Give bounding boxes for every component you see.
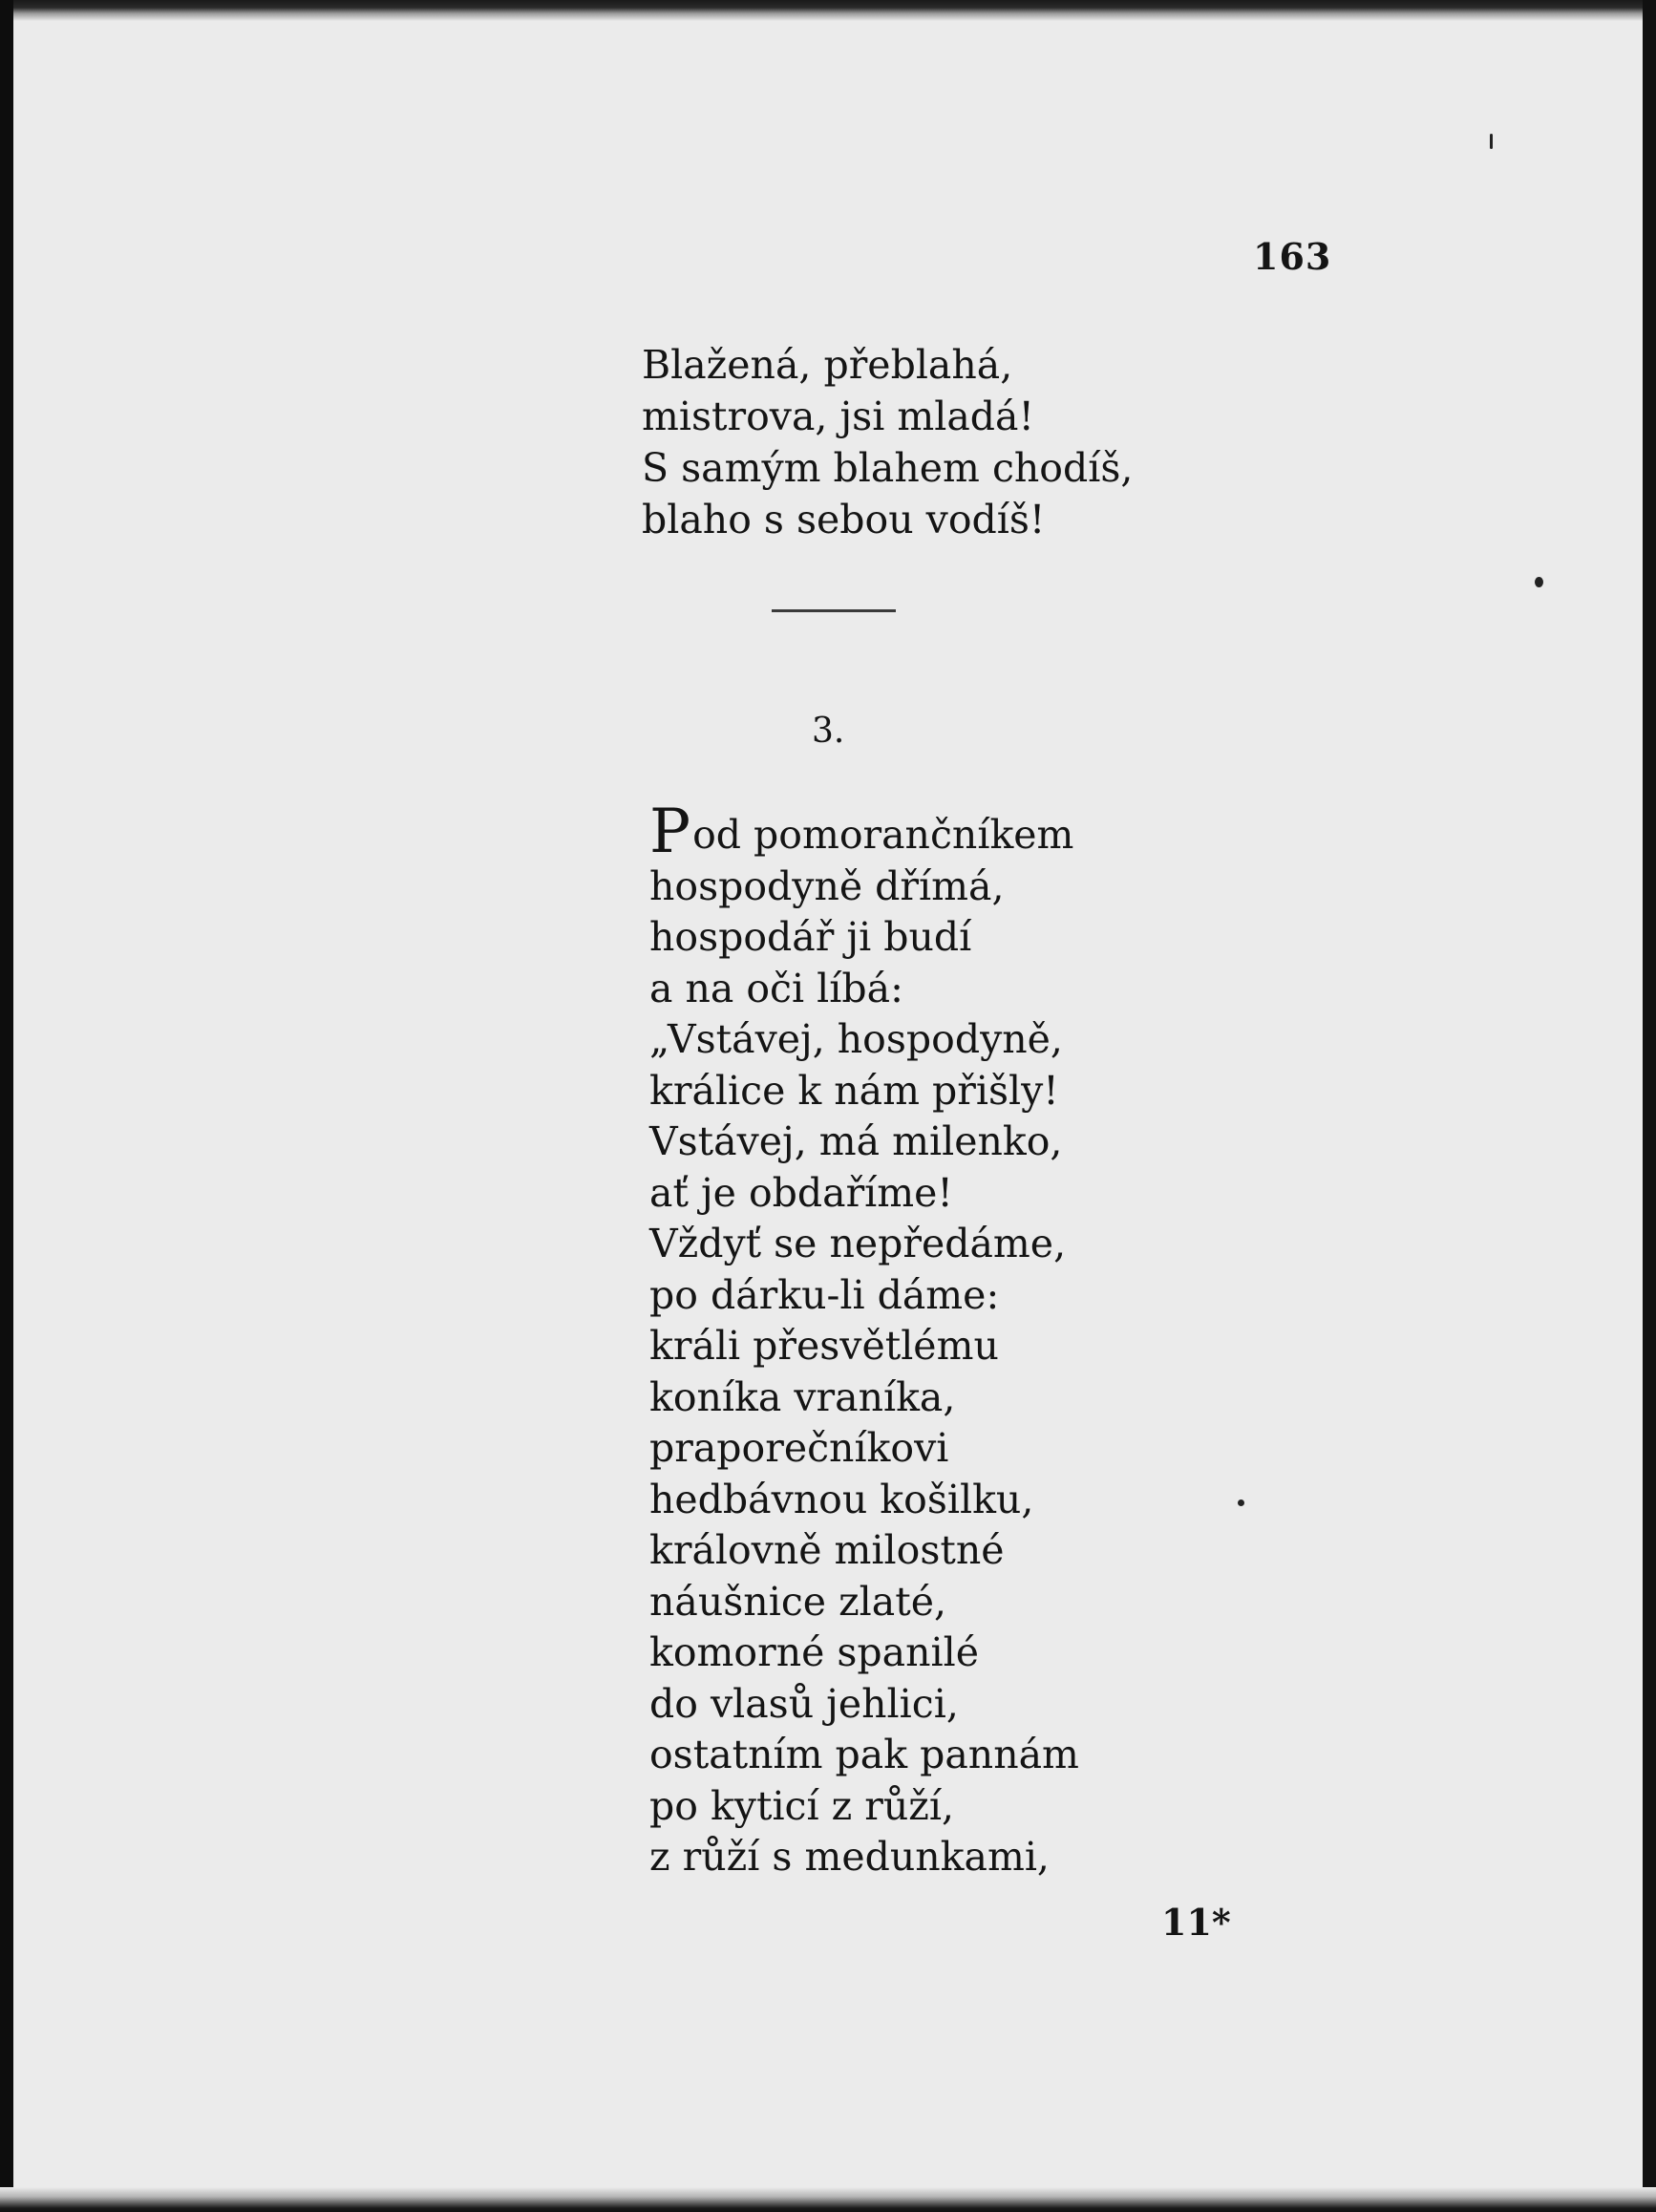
verse-line: ať je obdaříme! bbox=[649, 1169, 953, 1216]
verse-line: královně milostné bbox=[649, 1527, 1005, 1573]
verse-line: do vlasů jehlici, bbox=[649, 1680, 959, 1727]
verse-line: „Vstávej, hospodyně, bbox=[649, 1016, 1063, 1062]
stanza-1 bbox=[642, 339, 1133, 545]
verse-line: králi přesvětlému bbox=[649, 1323, 999, 1369]
verse-line: komorné spanilé bbox=[649, 1629, 980, 1675]
verse-line: S samým blahem chodíš, bbox=[642, 445, 1134, 491]
verse-line: hospodář ji budí bbox=[649, 914, 972, 960]
verse-line: a na oči líbá: bbox=[649, 965, 903, 1011]
scan-edge-top bbox=[0, 0, 1656, 21]
verse-line: po kyticí z růží, bbox=[649, 1782, 955, 1829]
verse-line: hedbávnou košilku, bbox=[649, 1476, 1034, 1522]
verse-line: ostatním pak pannám bbox=[649, 1732, 1079, 1777]
verse-line-first bbox=[649, 797, 1079, 867]
verse-line: Blažená, přeblahá, bbox=[642, 342, 1013, 388]
verse-line: Vstávej, má milenko, bbox=[649, 1118, 1063, 1164]
page-number: 163 bbox=[1253, 235, 1332, 278]
dropcap: P bbox=[649, 797, 691, 867]
scan-speck bbox=[1238, 1499, 1244, 1506]
verse-line: po dárku-li dáme: bbox=[649, 1271, 1000, 1318]
verse-line: praporečníkovi bbox=[649, 1425, 949, 1471]
scan-speck bbox=[1535, 577, 1543, 587]
verse-line: blaho s sebou vodíš! bbox=[642, 497, 1046, 542]
scan-edge-bottom bbox=[0, 2187, 1656, 2212]
verse-line: koníka vraníka, bbox=[649, 1373, 956, 1420]
verse-line: hospodyně dřímá, bbox=[649, 862, 1005, 909]
scan-speck bbox=[1490, 134, 1493, 149]
signature-mark: 11* bbox=[1161, 1901, 1231, 1944]
section-number: 3. bbox=[812, 712, 845, 751]
verse-line: králice k nám přišly! bbox=[649, 1067, 1059, 1114]
first-line-text: od pomorančníkem bbox=[692, 812, 1074, 858]
section-divider bbox=[772, 609, 896, 612]
verse-line: náušnice zlaté, bbox=[649, 1578, 947, 1625]
verse-line: z růží s medunkami, bbox=[649, 1834, 1050, 1880]
verse-line: Vždyť se nepředáme, bbox=[649, 1221, 1067, 1266]
stanza-2 bbox=[649, 797, 1079, 1883]
verse-line: mistrova, jsi mladá! bbox=[642, 393, 1034, 439]
scan-edge-right bbox=[1643, 0, 1656, 2212]
scan-edge-left bbox=[0, 0, 13, 2212]
